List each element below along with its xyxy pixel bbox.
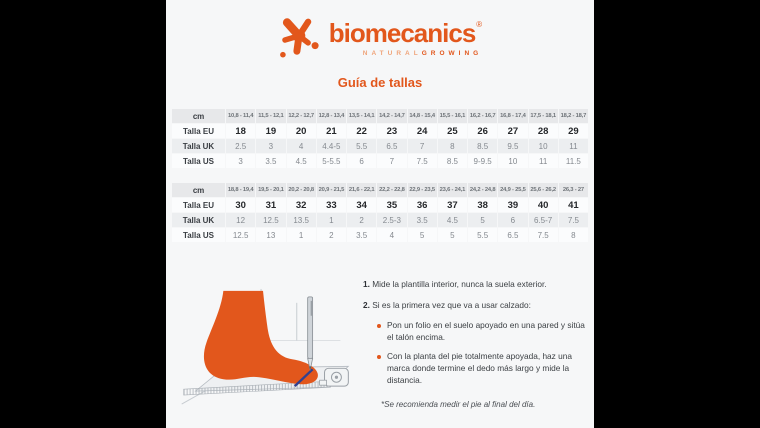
size-cell: 15,5 - 16,1 (437, 109, 467, 124)
size-cell: 30 (226, 198, 256, 213)
size-cell: 36 (407, 198, 437, 213)
size-cell: 2.5 (226, 139, 256, 154)
size-cell: 4.4-5 (316, 139, 346, 154)
size-row-cm (172, 109, 589, 124)
row-label: Talla EU (172, 198, 226, 213)
size-cell: 39 (498, 198, 528, 213)
brand-name: biomecanics (328, 18, 476, 48)
size-row-uk (172, 213, 589, 228)
size-cell: 10 (528, 139, 558, 154)
size-cell: 9-9.5 (468, 154, 498, 169)
foot-icon (204, 291, 318, 384)
size-cell: 13 (256, 228, 286, 243)
size-cell: 23 (377, 124, 407, 139)
size-cell: 18,2 - 18,7 (558, 109, 588, 124)
brand-block (329, 20, 482, 57)
size-cell: 10,8 - 11,4 (226, 109, 256, 124)
tagline-natural: NATURAL (362, 50, 422, 57)
size-cell: 1 (286, 228, 316, 243)
brand-line (329, 20, 482, 46)
size-cell: 4.5 (286, 154, 316, 169)
size-cell: 7.5 (407, 154, 437, 169)
size-cell: 26 (468, 124, 498, 139)
size-cell: 12.5 (256, 213, 286, 228)
row-label: cm (172, 109, 226, 124)
size-cell: 12 (226, 213, 256, 228)
size-cell: 11 (528, 154, 558, 169)
size-cell: 24,9 - 25,5 (498, 183, 528, 198)
size-cell: 6.5 (377, 139, 407, 154)
size-cell: 16,8 - 17,4 (498, 109, 528, 124)
size-cell: 1 (316, 213, 346, 228)
bullet-text: Pon un folio en el suelo apoyado en una pared y sitúa el talón encima. (387, 320, 585, 342)
size-cell: 7.5 (558, 213, 588, 228)
size-cell: 26,3 - 27 (558, 183, 588, 198)
size-cell: 6 (347, 154, 377, 169)
size-cell: 20,9 - 21,5 (316, 183, 346, 198)
size-cell: 35 (377, 198, 407, 213)
size-cell: 7 (377, 154, 407, 169)
size-cell: 20,2 - 20,8 (286, 183, 316, 198)
size-cell: 21,6 - 22,1 (347, 183, 377, 198)
size-cell: 7.5 (528, 228, 558, 243)
size-cell: 3 (226, 154, 256, 169)
size-cell: 4 (286, 139, 316, 154)
size-cell: 2.5-3 (377, 213, 407, 228)
instructions (359, 277, 592, 410)
size-row-uk (172, 139, 589, 154)
size-cell: 40 (528, 198, 558, 213)
size-cell: 19 (256, 124, 286, 139)
size-cell: 21 (316, 124, 346, 139)
size-cell: 32 (286, 198, 316, 213)
row-label: cm (172, 183, 226, 198)
step-text: Mide la plantilla interior, nunca la suela exterior. (372, 279, 547, 289)
letterbox-right (594, 0, 760, 428)
size-cell: 3.5 (347, 228, 377, 243)
size-cell: 8 (437, 139, 467, 154)
size-cell: 5.5 (347, 139, 377, 154)
size-cell: 41 (558, 198, 588, 213)
size-cell: 31 (256, 198, 286, 213)
biomecanics-splat-icon (278, 14, 320, 59)
size-cell: 25,6 - 26,2 (528, 183, 558, 198)
size-cell: 22 (347, 124, 377, 139)
size-cell: 13,5 - 14,1 (347, 109, 377, 124)
size-cell: 11.5 (558, 154, 588, 169)
size-cell: 25 (437, 124, 467, 139)
size-cell: 9.5 (498, 139, 528, 154)
step-number: 2. (363, 299, 370, 310)
size-cell: 5 (437, 228, 467, 243)
size-cell: 18,8 - 19,4 (226, 183, 256, 198)
size-cell: 20 (286, 124, 316, 139)
size-cell: 6 (498, 213, 528, 228)
instruction-bullet (377, 351, 592, 386)
bullet-text: Con la planta del pie totalmente apoyada, haz una marca donde termine el dedo más largo y mide la distancia. (387, 351, 572, 385)
size-cell: 27 (498, 124, 528, 139)
size-cell: 6.5-7 (528, 213, 558, 228)
row-label: Talla UK (172, 213, 226, 228)
size-cell: 12,8 - 13,4 (316, 109, 346, 124)
size-cell: 11 (558, 139, 588, 154)
step-number: 1. (363, 279, 370, 289)
size-cell: 28 (528, 124, 558, 139)
measurement-section (166, 277, 594, 410)
size-cell: 3 (256, 139, 286, 154)
size-cell: 34 (347, 198, 377, 213)
letterbox-left (0, 0, 166, 428)
size-cell: 17,5 - 18,1 (528, 109, 558, 124)
tagline-growing: GROWING (421, 50, 483, 57)
bullet-icon (377, 355, 381, 359)
size-cell: 11,5 - 12,1 (256, 109, 286, 124)
size-table-large-sizes (171, 182, 589, 243)
size-cell: 24,2 - 24,8 (468, 183, 498, 198)
size-cell: 38 (468, 198, 498, 213)
size-row-us (172, 154, 589, 169)
size-row-us (172, 228, 589, 243)
size-row-eu (172, 124, 589, 139)
brand-tagline (363, 50, 482, 57)
size-cell: 23,6 - 24,1 (437, 183, 467, 198)
instruction-step-1 (363, 279, 592, 291)
bullet-icon (377, 324, 381, 328)
row-label: Talla UK (172, 139, 226, 154)
size-cell: 3.5 (407, 213, 437, 228)
instruction-step-2 (363, 300, 592, 312)
size-row-cm (172, 183, 589, 198)
size-cell: 16,2 - 16,7 (468, 109, 498, 124)
measurement-note: *Se recomienda medir el pie al final del día. (381, 400, 536, 410)
size-cell: 8.5 (468, 139, 498, 154)
size-cell: 18 (226, 124, 256, 139)
pen-icon (308, 297, 313, 370)
size-cell: 29 (558, 124, 588, 139)
size-cell: 5 (468, 213, 498, 228)
size-cell: 5 (407, 228, 437, 243)
size-row-eu (172, 198, 589, 213)
size-cell: 5-5.5 (316, 154, 346, 169)
size-cell: 6.5 (498, 228, 528, 243)
step-text: Si es la primera vez que va a usar calzado: (372, 299, 531, 310)
size-cell: 14,2 - 14,7 (377, 109, 407, 124)
size-cell: 8 (558, 228, 588, 243)
foot-measurement-illustration (174, 283, 359, 407)
size-cell: 2 (347, 213, 377, 228)
size-cell: 2 (316, 228, 346, 243)
row-label: Talla US (172, 228, 226, 243)
page-title: Guía de tallas (337, 75, 423, 90)
row-label: Talla EU (172, 124, 226, 139)
size-cell: 37 (437, 198, 467, 213)
size-table-small-sizes (171, 108, 589, 169)
size-cell: 12.5 (226, 228, 256, 243)
size-cell: 33 (316, 198, 346, 213)
size-cell: 12,2 - 12,7 (286, 109, 316, 124)
size-cell: 19,5 - 20,1 (256, 183, 286, 198)
size-cell: 22,2 - 22,8 (377, 183, 407, 198)
size-cell: 10 (498, 154, 528, 169)
size-cell: 13.5 (286, 213, 316, 228)
row-label: Talla US (172, 154, 226, 169)
size-cell: 7 (407, 139, 437, 154)
brand-header (166, 0, 594, 62)
instruction-bullets (363, 320, 592, 386)
size-guide-panel (166, 0, 594, 428)
size-cell: 3.5 (256, 154, 286, 169)
size-cell: 8.5 (437, 154, 467, 169)
registered-trademark-icon: ® (476, 20, 483, 29)
size-cell: 4 (377, 228, 407, 243)
size-cell: 14,8 - 15,4 (407, 109, 437, 124)
size-cell: 22,9 - 23,5 (407, 183, 437, 198)
size-cell: 24 (407, 124, 437, 139)
size-cell: 5.5 (468, 228, 498, 243)
instruction-bullet (377, 320, 592, 343)
size-cell: 4.5 (437, 213, 467, 228)
